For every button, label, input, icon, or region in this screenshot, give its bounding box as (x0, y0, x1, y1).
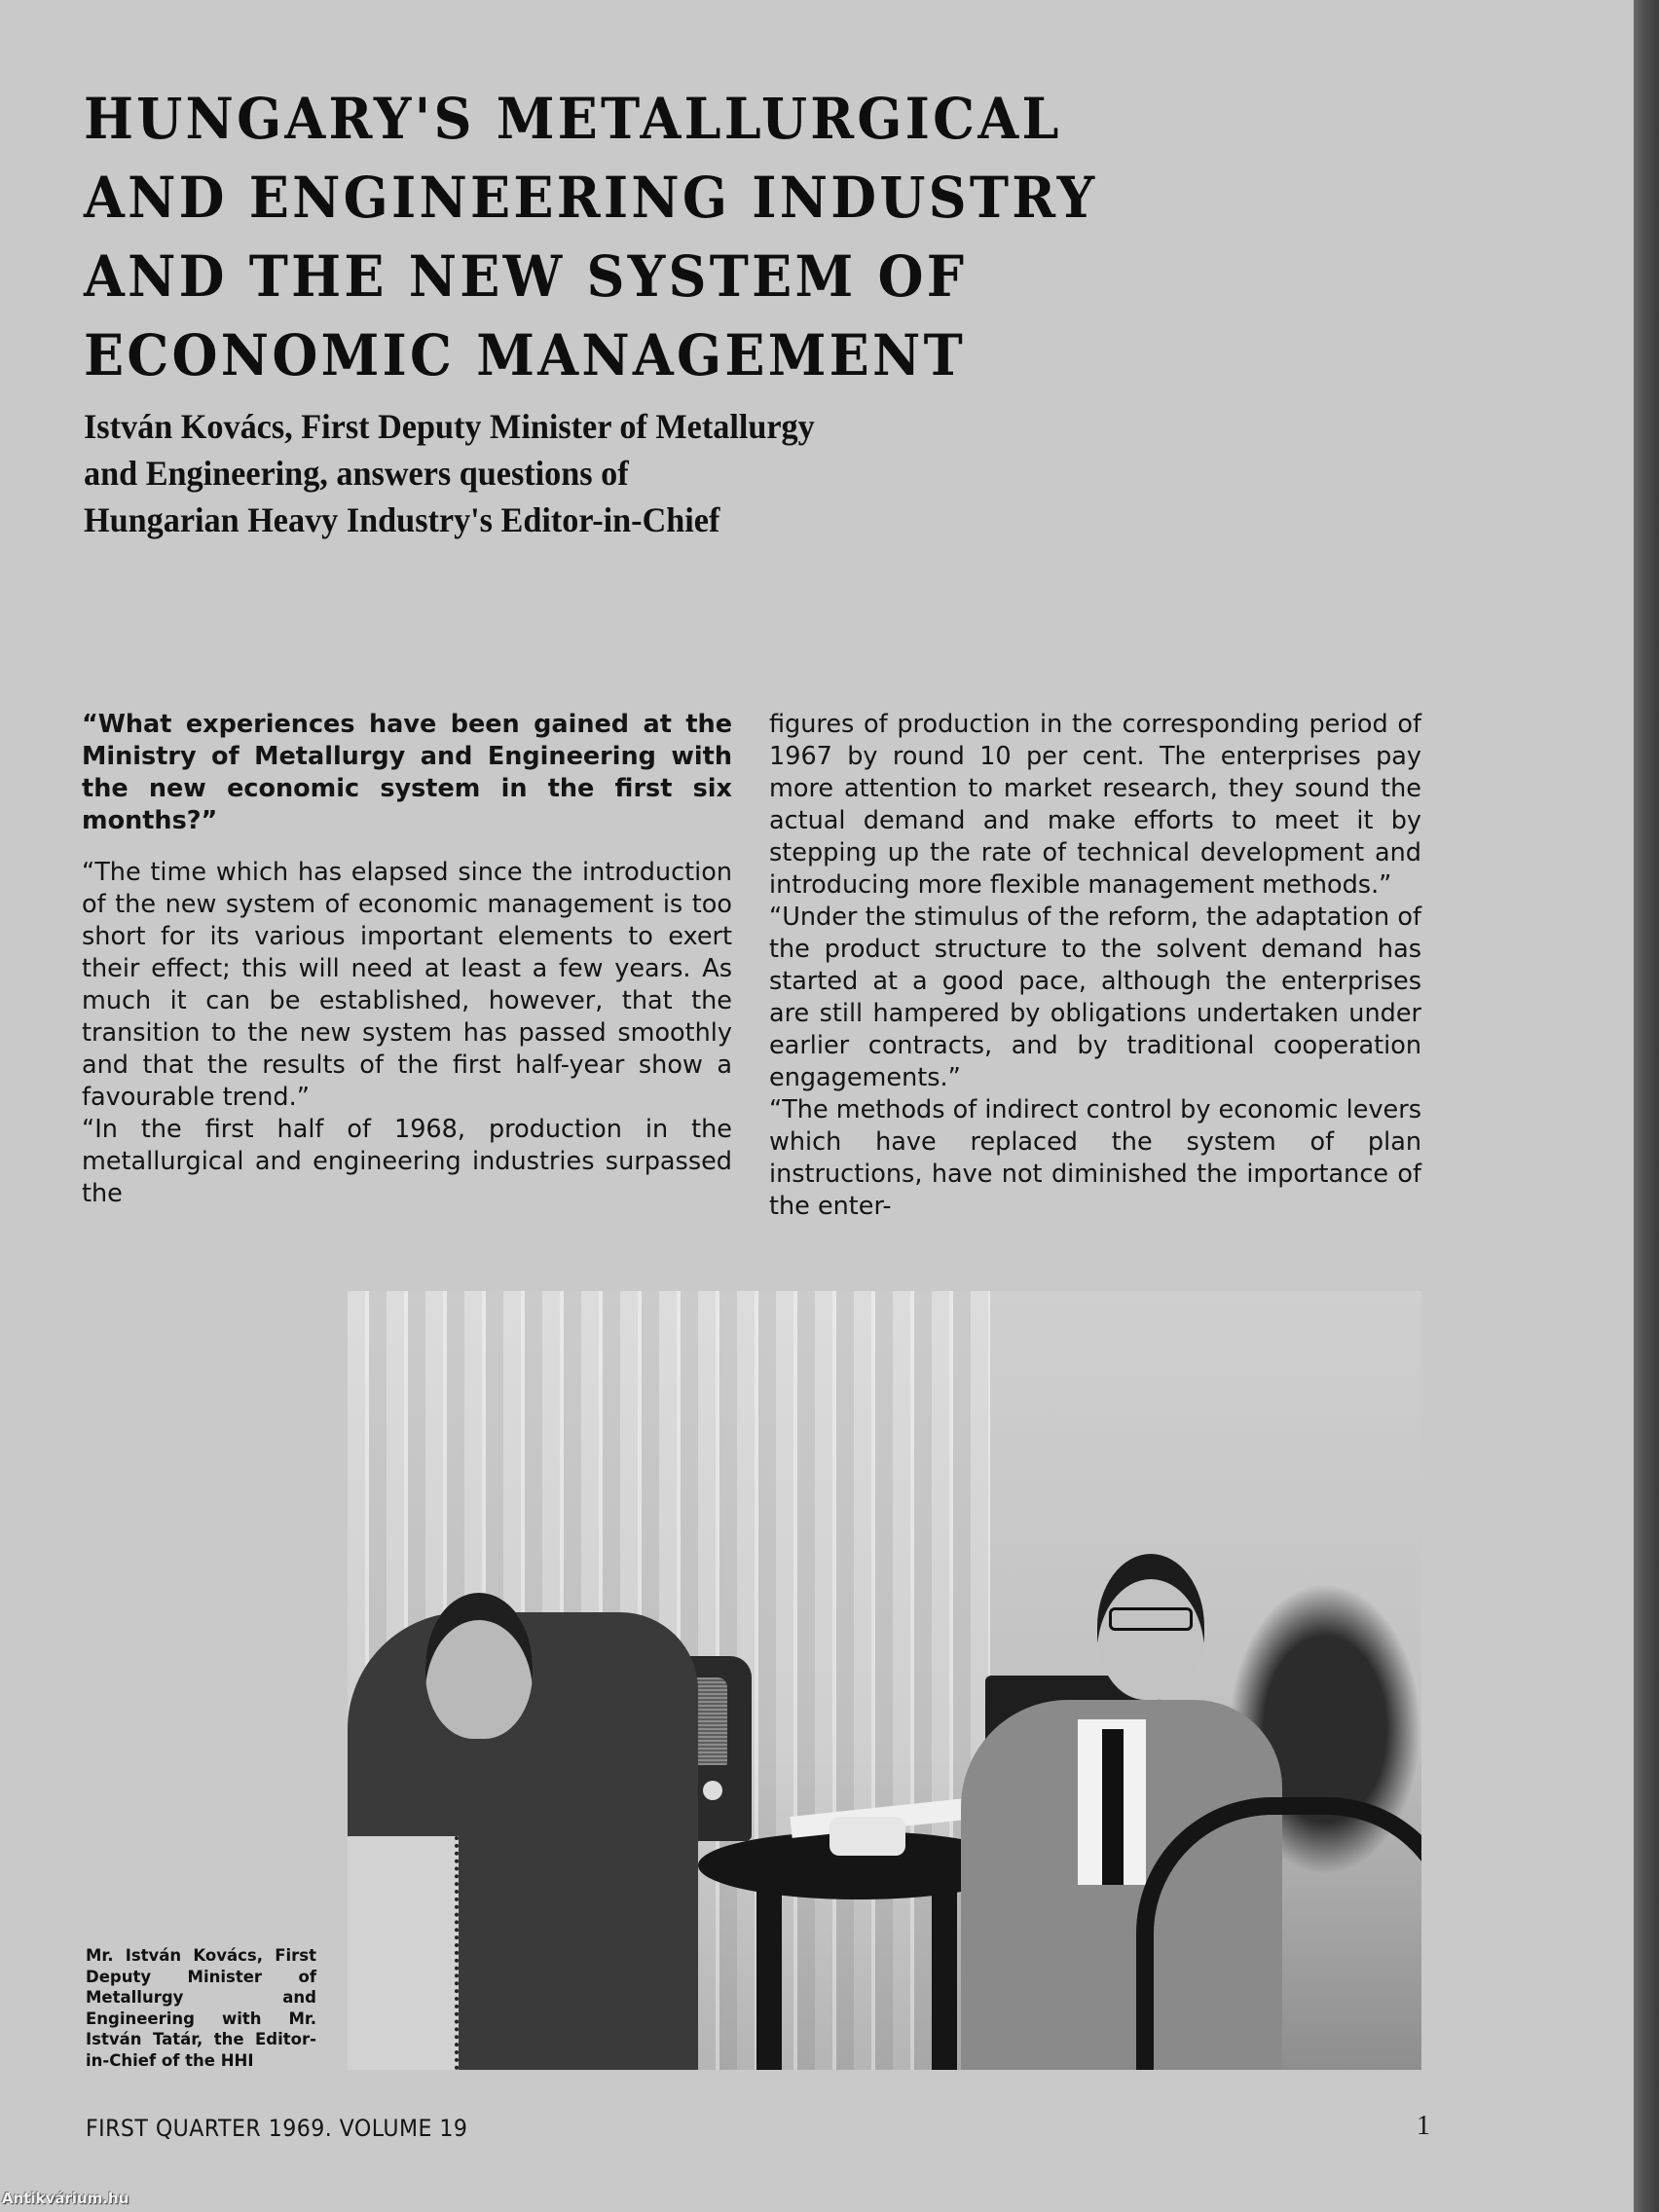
subtitle-line: István Kovács, First Deputy Minister of Metallurgy (84, 407, 815, 446)
paragraph: “The time which has elapsed since the introduction of the new system of economic management is too short for its various important elements to exert their effect; this will need at least a few years. As much it can be established, however, that the transition to the new system has passed smoothly and that the results of the first half-year show a favourable trend.” (82, 858, 732, 1112)
title-line: ECONOMIC MANAGEMENT (84, 322, 966, 388)
armchair (348, 1836, 459, 2070)
text-column-left (82, 709, 732, 1210)
text-column-right (769, 709, 1421, 1223)
title-line: AND THE NEW SYSTEM OF (84, 243, 968, 310)
article-title (84, 80, 1170, 395)
photo-caption: Mr. István Kovács, First Deputy Minister of Metallurgy and Engineering with Mr. István Tatár, the Editor-in-Chief of the HHI (86, 1946, 316, 2070)
ashtray (830, 1817, 905, 1856)
page-edge-shadow (1634, 0, 1659, 2212)
paragraph: “Under the stimulus of the reform, the adaptation of the product structure to the solvent demand has started at a good pace, although the enterprises are still hampered by obligations undertaken under earlier contracts, and by traditional cooperation engagements.” (769, 903, 1421, 1092)
interview-question: “What experiences have been gained at the Ministry of Metallurgy and Engineering with the new economic system in the first six months?” (82, 710, 732, 835)
paragraph: “In the first half of 1968, production in the metallurgical and engineering industries surpassed the (82, 1115, 732, 1208)
page-number: 1 (1417, 2111, 1430, 2141)
watermark: Antikvárium.hu (2, 2190, 129, 2207)
paragraph: figures of production in the corresponding period of 1967 by round 10 per cent. The enterprises pay more attention to market research, they sound the actual demand and make efforts to meet it by stepping up the rate of technical development and introducing more flexible management methods.” (769, 710, 1421, 900)
interview-photo (348, 1291, 1421, 2070)
issue-footer: FIRST QUARTER 1969. VOLUME 19 (86, 2115, 468, 2142)
title-line: HUNGARY'S METALLURGICAL (84, 86, 1062, 152)
article-subtitle (84, 403, 1148, 543)
subtitle-line: Hungarian Heavy Industry's Editor-in-Chief (84, 500, 720, 539)
bentwood-chair (1136, 1797, 1421, 2070)
paragraph: “The methods of indirect control by economic levers which have replaced the system of plan instructions, have not diminished the importance of the enter- (769, 1095, 1421, 1221)
subtitle-line: and Engineering, answers questions of (84, 454, 629, 493)
title-line: AND ENGINEERING INDUSTRY (84, 165, 1098, 231)
